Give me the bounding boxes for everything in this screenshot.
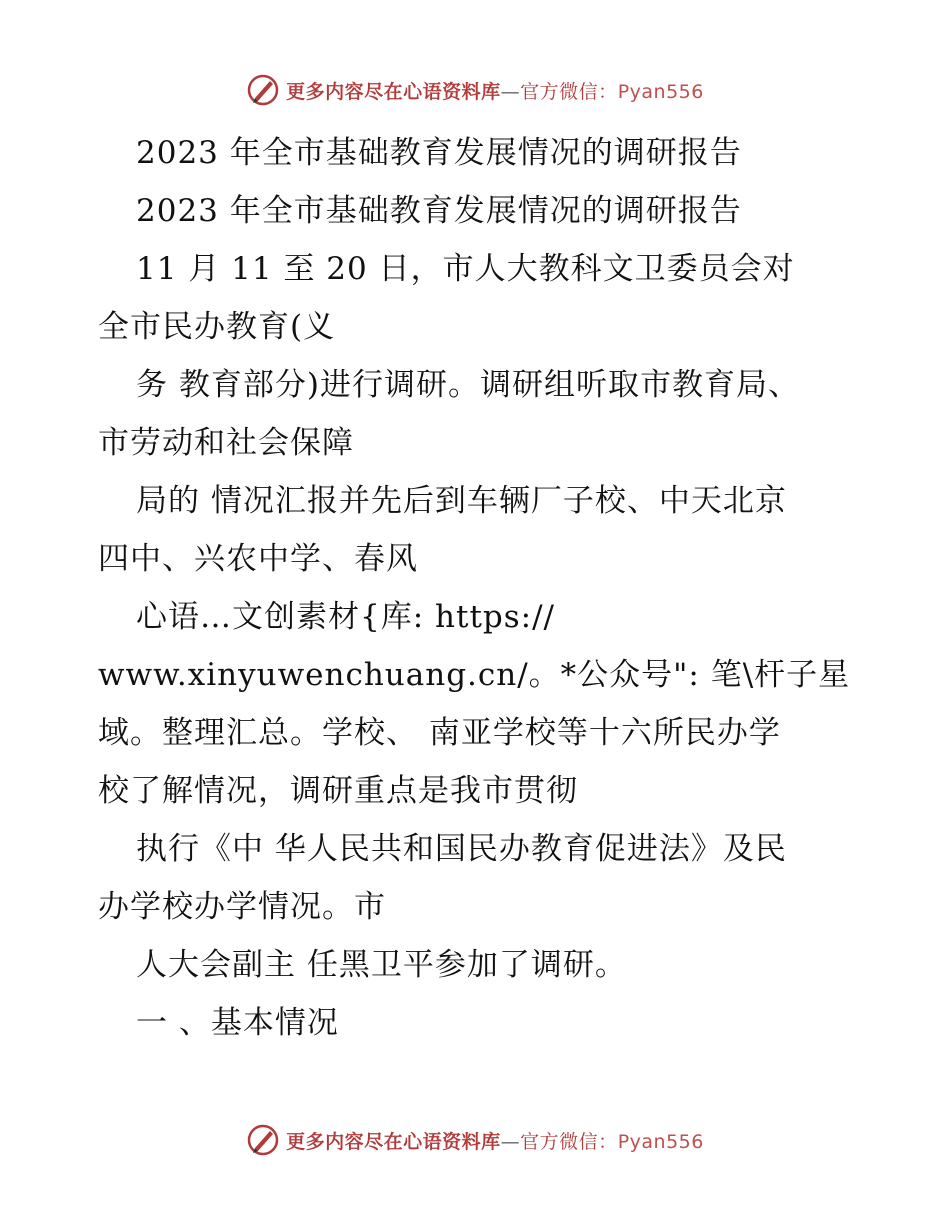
paragraph-line: 11 月 11 至 20 日，市人大教科文卫委员会对 [136,251,795,287]
paragraph-line: 四中、兴农中学、春风 [98,541,418,577]
header-banner-wechat-id: Pyan556 [617,80,704,103]
footer-banner-wechat-label: 官方微信： [520,1130,618,1153]
paragraph-line: 局的 情况汇报并先后到车辆厂子校、中天北京 [136,483,787,519]
paragraph-line: 全市民办教育(义 [98,309,336,345]
document-body [98,124,851,1052]
paragraph-line: 执行《中 华人民共和国民办教育促进法》及民 [136,831,787,867]
doc-title-repeat: 2023 年全市基础教育发展情况的调研报告 [136,193,742,229]
paragraph-line: 市劳动和社会保障 [98,425,354,461]
paragraph-line: 心语…文创素材{库: https:// [136,599,555,635]
footer-banner-sep: — [500,1130,521,1153]
header-banner-sep: — [500,80,521,103]
footer-watermark-banner [0,1122,950,1158]
footer-banner-main: 更多内容尽在心语资料库 [286,1130,501,1153]
doc-title: 2023 年全市基础教育发展情况的调研报告 [136,135,742,171]
paragraph-line: 校了解情况，调研重点是我市贯彻 [98,773,578,809]
paragraph-line: 域。整理汇总。学校、 南亚学校等十六所民办学 [98,715,781,751]
section-heading: 一 、基本情况 [136,1005,339,1041]
header-banner-wechat-label: 官方微信： [520,80,618,103]
header-banner-text [286,77,704,104]
pen-logo-icon [246,1123,280,1157]
header-banner-main: 更多内容尽在心语资料库 [286,80,501,103]
footer-banner-wechat-id: Pyan556 [617,1130,704,1153]
paragraph-line: 办学校办学情况。市 [98,889,386,925]
paragraph-line: www.xinyuwenchuang.cn/。*公众号": 笔\杆子星 [98,657,851,693]
header-watermark-banner [0,72,950,108]
paragraph-line: 务 教育部分)进行调研。调研组听取市教育局、 [136,367,800,403]
paragraph-line: 人大会副主 任黑卫平参加了调研。 [136,947,627,983]
footer-banner-text [286,1127,704,1154]
pen-logo-icon [246,73,280,107]
